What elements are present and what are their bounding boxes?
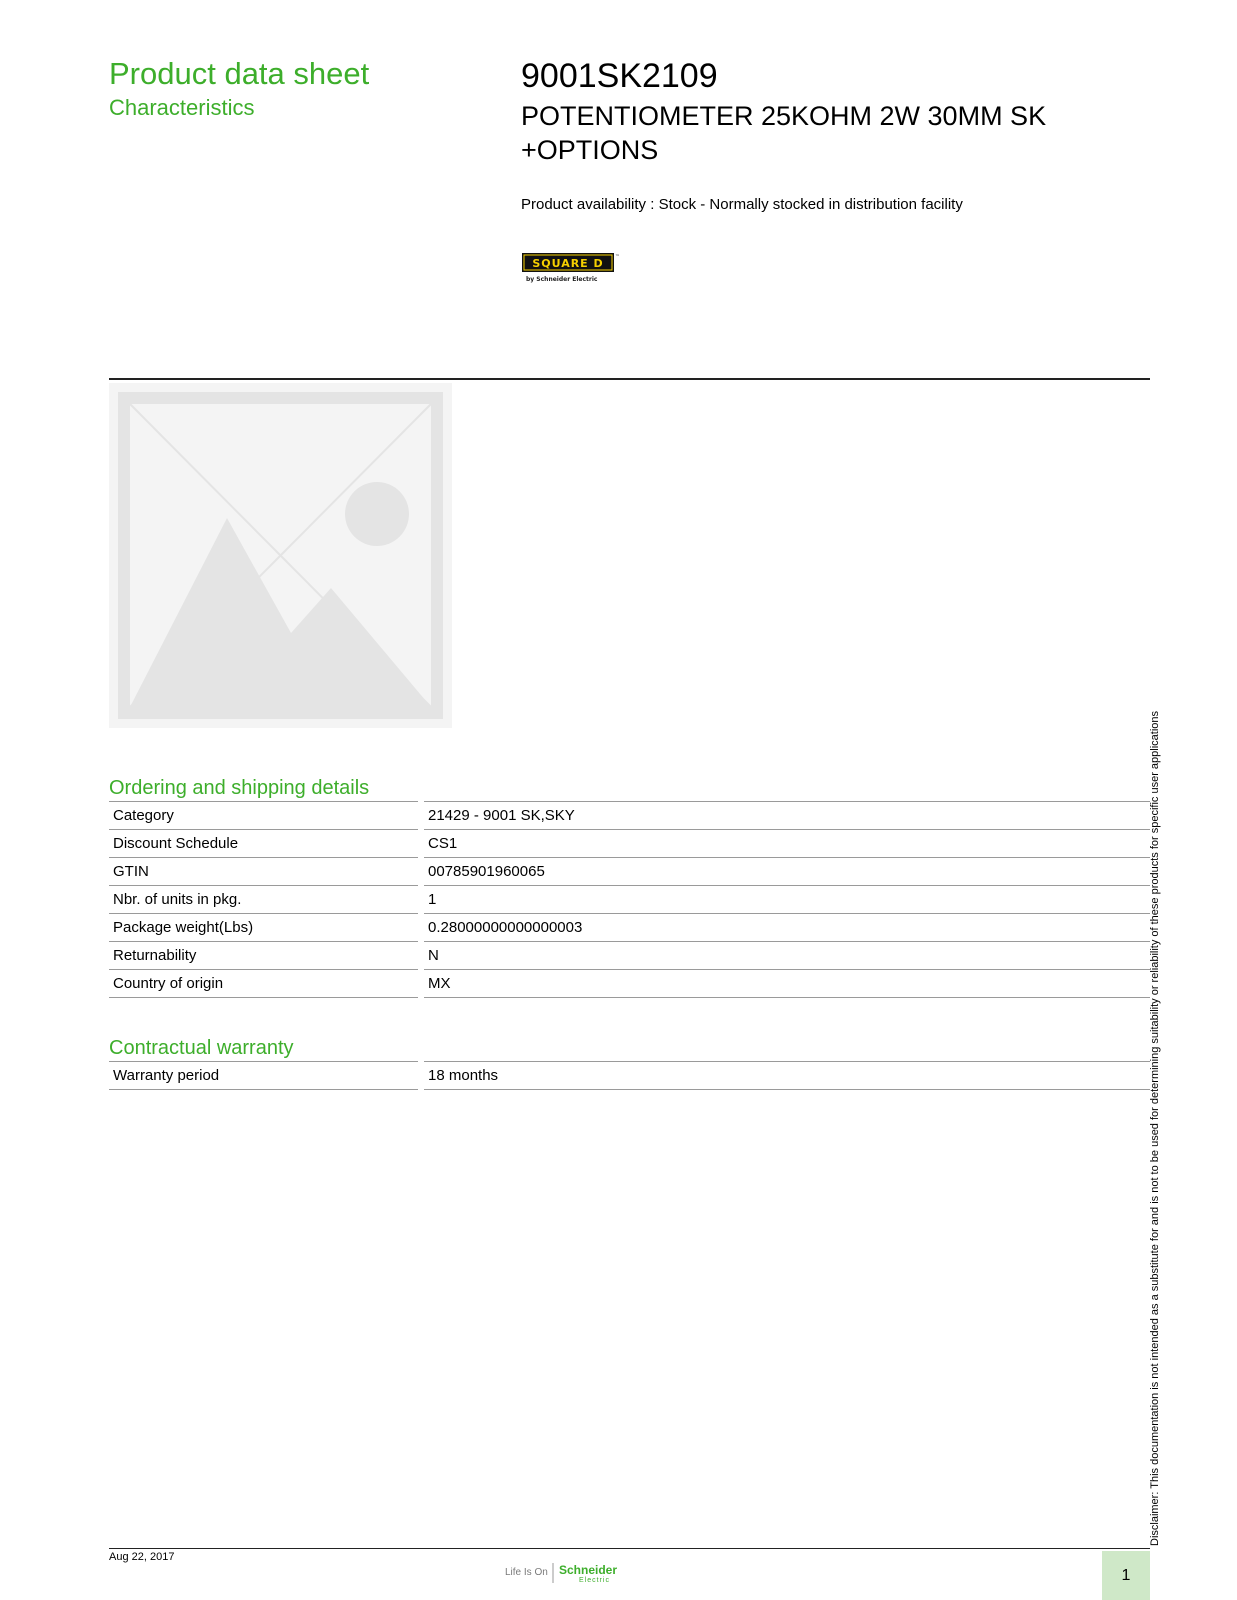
ordering-section-title: Ordering and shipping details: [109, 777, 370, 799]
document-subtitle: Characteristics: [109, 95, 255, 120]
table-row: [109, 886, 1150, 914]
footer-divider: [109, 1548, 1150, 1549]
table-row: [109, 802, 1150, 830]
row-label: Returnability: [109, 942, 418, 970]
table-row: [109, 858, 1150, 886]
warranty-table: [109, 1061, 1150, 1090]
square-d-logo: [522, 253, 622, 287]
product-availability: Product availability : Stock - Normally stocked in distribution facility: [521, 196, 963, 213]
schneider-electric-logo: [505, 1561, 635, 1585]
schneider-brand: Schneider: [559, 1563, 618, 1577]
row-label: Discount Schedule: [109, 830, 418, 858]
warranty-section-title: Contractual warranty: [109, 1037, 294, 1059]
ordering-table: [109, 801, 1150, 998]
page-number: [1102, 1551, 1150, 1600]
row-value: 1: [424, 886, 1150, 914]
svg-text:™: ™: [615, 254, 620, 260]
header-left: [109, 55, 369, 122]
row-label: Country of origin: [109, 970, 418, 998]
electric-brand: Electric: [579, 1577, 610, 1584]
image-placeholder-icon: [109, 383, 452, 728]
row-value: 00785901960065: [424, 858, 1150, 886]
row-value: 0.28000000000000003: [424, 914, 1150, 942]
table-row: [109, 830, 1150, 858]
document-title: Product data sheet: [109, 56, 370, 91]
life-is-on-tagline: Life Is On: [505, 1567, 548, 1578]
table-row: [109, 1062, 1150, 1090]
table-row: [109, 942, 1150, 970]
row-value: MX: [424, 970, 1150, 998]
row-value: N: [424, 942, 1150, 970]
row-label: Package weight(Lbs): [109, 914, 418, 942]
row-label: Warranty period: [109, 1062, 418, 1090]
product-reference: 9001SK2109: [521, 57, 718, 95]
top-divider: [109, 378, 1150, 380]
square-d-logo-text: SQUARE D: [532, 257, 604, 270]
table-row: [109, 970, 1150, 998]
row-label: Category: [109, 802, 418, 830]
disclaimer-text: Disclaimer: This documentation is not intended as a substitute for and is not to be used for determining suitability or reliability of these products for specific user applications: [1149, 710, 1161, 1546]
page-number-label: 1: [1121, 1566, 1131, 1584]
row-label: GTIN: [109, 858, 418, 886]
row-value: 18 months: [424, 1062, 1150, 1090]
row-label: Nbr. of units in pkg.: [109, 886, 418, 914]
footer-date: Aug 22, 2017: [109, 1551, 175, 1563]
table-row: [109, 914, 1150, 942]
square-d-logo-tagline: by Schneider Electric: [526, 276, 598, 283]
row-value: 21429 - 9001 SK,SKY: [424, 802, 1150, 830]
header-right: [521, 55, 1081, 167]
row-value: CS1: [424, 830, 1150, 858]
product-description: POTENTIOMETER 25KOHM 2W 30MM SK +OPTIONS: [521, 101, 1047, 165]
